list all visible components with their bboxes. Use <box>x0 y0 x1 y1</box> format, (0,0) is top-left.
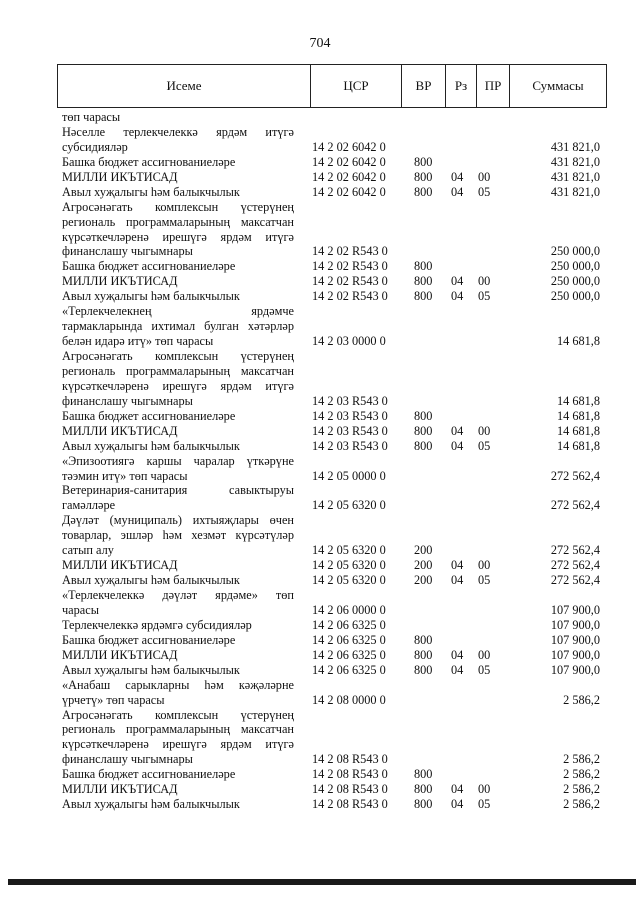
row-sum: 14 681,8 <box>556 438 600 453</box>
row-vr: 800 <box>414 408 433 423</box>
table-row <box>62 737 602 752</box>
row-pr: 05 <box>478 438 491 453</box>
table-row <box>62 767 602 782</box>
row-rz: 04 <box>451 647 464 662</box>
table-row <box>62 349 602 364</box>
table-row <box>62 364 602 379</box>
row-sum: 272 562,4 <box>550 573 600 588</box>
row-name: МИЛЛИ ИКЪТИСАД <box>62 558 178 573</box>
row-pr: 00 <box>478 423 491 438</box>
page-number: 704 <box>309 36 331 51</box>
row-vr: 800 <box>414 259 433 274</box>
row-name: Нәселле терлекчелеккә ярдәм итүгә <box>62 124 294 139</box>
row-name: Агросәнәгать комплексын үстерүнең <box>62 349 294 363</box>
row-vr: 200 <box>414 558 433 573</box>
row-csr: 14 2 08 0000 0 <box>312 692 386 707</box>
row-pr: 05 <box>478 289 491 304</box>
row-sum: 272 562,4 <box>550 558 600 573</box>
row-name: МИЛЛИ ИКЪТИСАД <box>62 647 178 662</box>
row-csr: 14 2 06 6325 0 <box>312 647 386 662</box>
row-name: Авыл хуҗалыгы һәм балыкчылык <box>62 438 240 453</box>
row-csr: 14 2 05 0000 0 <box>312 468 386 483</box>
row-sum: 107 900,0 <box>550 647 600 662</box>
row-csr: 14 2 05 6320 0 <box>312 558 386 573</box>
row-sum: 272 562,4 <box>550 468 600 483</box>
row-vr: 800 <box>414 289 433 304</box>
row-csr: 14 2 02 R543 0 <box>312 289 388 304</box>
row-name: күрсәткечләренә ирешүгә ярдәм итүгә <box>62 378 294 393</box>
row-name: региональ программаларының максатчан <box>62 363 294 378</box>
row-csr: 14 2 05 6320 0 <box>312 498 386 513</box>
row-name: Агросәнәгать комплексын үстерүнең <box>62 707 294 722</box>
row-pr: 00 <box>478 274 491 289</box>
row-vr: 200 <box>414 573 433 588</box>
row-csr: 14 2 02 6042 0 <box>312 139 386 154</box>
row-pr: 05 <box>478 662 491 677</box>
row-name: Башка бюджет ассигнованиеләре <box>62 767 236 782</box>
row-sum: 107 900,0 <box>550 617 600 632</box>
row-rz: 04 <box>451 782 464 797</box>
table-row <box>62 140 602 155</box>
table-row <box>62 409 602 424</box>
row-csr: 14 2 03 R543 0 <box>312 423 388 438</box>
table-row <box>62 439 602 454</box>
row-name: субсидияләр <box>62 139 128 154</box>
row-csr: 14 2 02 6042 0 <box>312 169 386 184</box>
table-row <box>62 663 602 678</box>
row-rz: 04 <box>451 423 464 438</box>
table-row <box>62 797 602 812</box>
row-rz: 04 <box>451 289 464 304</box>
row-vr: 800 <box>414 423 433 438</box>
row-csr: 14 2 02 6042 0 <box>312 154 386 169</box>
table-body <box>62 110 602 812</box>
row-csr: 14 2 03 R543 0 <box>312 408 388 423</box>
row-name: Ветеринария-санитария савыктыруы <box>62 483 294 498</box>
row-rz: 04 <box>451 184 464 199</box>
table-row <box>62 513 602 528</box>
row-csr: 14 2 08 R543 0 <box>312 767 388 782</box>
table-row <box>62 558 602 573</box>
row-csr: 14 2 08 R543 0 <box>312 752 388 767</box>
row-csr: 14 2 03 0000 0 <box>312 334 386 349</box>
row-sum: 14 681,8 <box>556 408 600 423</box>
table-row <box>62 483 602 498</box>
row-name: МИЛЛИ ИКЪТИСАД <box>62 782 178 797</box>
table-row <box>62 648 602 663</box>
row-rz: 04 <box>451 438 464 453</box>
row-sum: 14 681,8 <box>556 334 600 349</box>
table-row <box>62 200 602 215</box>
row-name: Авыл хуҗалыгы һәм балыкчылык <box>62 184 240 199</box>
row-name: Агросәнәгать комплексын үстерүнең <box>62 199 294 214</box>
row-pr: 00 <box>478 169 491 184</box>
row-sum: 250 000,0 <box>550 289 600 304</box>
row-vr: 800 <box>414 438 433 453</box>
table-row <box>62 573 602 588</box>
table-row <box>62 454 602 469</box>
row-name: гамәлләре <box>62 498 116 513</box>
row-name: региональ программаларының максатчан <box>62 722 294 737</box>
table-row <box>62 319 602 334</box>
bottom-rule <box>8 879 636 885</box>
header-name: Исеме <box>166 78 202 93</box>
row-name: сатып алу <box>62 543 114 558</box>
table-row <box>62 155 602 170</box>
row-sum: 431 821,0 <box>550 169 600 184</box>
row-name: Авыл хуҗалыгы һәм балыкчылык <box>62 289 240 304</box>
table-row <box>62 170 602 185</box>
row-name: Башка бюджет ассигнованиеләре <box>62 259 236 274</box>
row-name: Дәүләт (муниципаль) ихтыяҗлары өчен <box>62 513 294 528</box>
table-row <box>62 528 602 543</box>
header-pr: ПР <box>476 65 509 107</box>
row-sum: 2 586,2 <box>563 782 600 797</box>
row-name: МИЛЛИ ИКЪТИСАД <box>62 274 178 289</box>
row-name: Башка бюджет ассигнованиеләре <box>62 154 236 169</box>
row-rz: 04 <box>451 274 464 289</box>
row-sum: 107 900,0 <box>550 662 600 677</box>
table-row <box>62 498 602 513</box>
table-row <box>62 304 602 319</box>
row-vr: 800 <box>414 782 433 797</box>
row-sum: 431 821,0 <box>550 184 600 199</box>
table-row <box>62 244 602 259</box>
row-name: «Терлекчелекнең ярдәмче <box>62 304 294 319</box>
row-vr: 800 <box>414 767 433 782</box>
row-name: региональ программаларының максатчан <box>62 214 294 229</box>
row-sum: 2 586,2 <box>563 692 600 707</box>
row-sum: 431 821,0 <box>550 154 600 169</box>
row-name: Авыл хуҗалыгы һәм балыкчылык <box>62 797 240 812</box>
row-pr: 05 <box>478 184 491 199</box>
row-sum: 272 562,4 <box>550 543 600 558</box>
row-name: тармакларында ихтимал булган хәтәрләр <box>62 319 294 334</box>
row-rz: 04 <box>451 573 464 588</box>
row-csr: 14 2 06 0000 0 <box>312 602 386 617</box>
header-csr: ЦСР <box>310 65 401 107</box>
table-row <box>62 678 602 693</box>
row-csr: 14 2 02 6042 0 <box>312 184 386 199</box>
row-name: финанслашу чыгымнары <box>62 244 193 259</box>
row-vr: 800 <box>414 662 433 677</box>
row-csr: 14 2 06 6325 0 <box>312 632 386 647</box>
table-row <box>62 394 602 409</box>
row-name: Башка бюджет ассигнованиеләре <box>62 408 236 423</box>
row-sum: 272 562,4 <box>550 498 600 513</box>
row-sum: 2 586,2 <box>563 767 600 782</box>
row-sum: 431 821,0 <box>550 139 600 154</box>
row-name: Авыл хуҗалыгы һәм балыкчылык <box>62 662 240 677</box>
table-row <box>62 469 602 484</box>
row-name: белән идарә итү» төп чарасы <box>62 334 214 349</box>
row-csr: 14 2 03 R543 0 <box>312 393 388 408</box>
table-row <box>62 215 602 230</box>
table-row <box>62 185 602 200</box>
row-name: күрсәткечләренә ирешүгә ярдәм итүгә <box>62 229 294 244</box>
row-csr: 14 2 02 R543 0 <box>312 244 388 259</box>
row-pr: 00 <box>478 647 491 662</box>
row-pr: 05 <box>478 573 491 588</box>
row-csr: 14 2 08 R543 0 <box>312 782 388 797</box>
row-rz: 04 <box>451 662 464 677</box>
row-rz: 04 <box>451 797 464 812</box>
row-pr: 00 <box>478 782 491 797</box>
row-sum: 250 000,0 <box>550 259 600 274</box>
row-name: Терлекчелеккә ярдәмгә субсидияләр <box>62 617 252 632</box>
row-name: финанслашу чыгымнары <box>62 752 193 767</box>
row-csr: 14 2 05 6320 0 <box>312 543 386 558</box>
row-name: товарлар, эшләр һәм хезмәт күрсәтүләр <box>62 528 294 543</box>
row-csr: 14 2 06 6325 0 <box>312 617 386 632</box>
table-row <box>62 633 602 648</box>
table-row <box>62 259 602 274</box>
row-name: «Терлекчелеккә дәүләт ярдәме» төп <box>62 588 294 602</box>
row-csr: 14 2 05 6320 0 <box>312 573 386 588</box>
row-csr: 14 2 02 R543 0 <box>312 274 388 289</box>
row-sum: 107 900,0 <box>550 632 600 647</box>
row-pr: 05 <box>478 797 491 812</box>
table-row <box>62 603 602 618</box>
row-csr: 14 2 02 R543 0 <box>312 259 388 274</box>
row-sum: 107 900,0 <box>550 602 600 617</box>
row-sum: 14 681,8 <box>556 423 600 438</box>
table-row <box>62 782 602 797</box>
row-rz: 04 <box>451 169 464 184</box>
row-vr: 800 <box>414 274 433 289</box>
row-sum: 2 586,2 <box>563 752 600 767</box>
table-header <box>57 64 607 108</box>
row-name: «Эпизоотиягә каршы чаралар үткәрүне <box>62 453 294 468</box>
row-csr: 14 2 03 R543 0 <box>312 438 388 453</box>
row-sum: 250 000,0 <box>550 274 600 289</box>
row-name: Башка бюджет ассигнованиеләре <box>62 632 236 647</box>
row-vr: 200 <box>414 543 433 558</box>
row-name: финанслашу чыгымнары <box>62 393 193 408</box>
row-vr: 800 <box>414 647 433 662</box>
row-name: үрчетү» төп чарасы <box>62 692 165 707</box>
row-vr: 800 <box>414 797 433 812</box>
header-sum: Суммасы <box>509 65 606 107</box>
row-csr: 14 2 08 R543 0 <box>312 797 388 812</box>
table-row <box>62 708 602 723</box>
row-sum: 2 586,2 <box>563 797 600 812</box>
row-name: МИЛЛИ ИКЪТИСАД <box>62 169 178 184</box>
table-row <box>62 424 602 439</box>
table-row <box>62 289 602 304</box>
table-row <box>62 543 602 558</box>
table-row <box>62 274 602 289</box>
table-row <box>62 618 602 633</box>
table-row <box>62 110 602 125</box>
table-row <box>62 125 602 140</box>
row-name: МИЛЛИ ИКЪТИСАД <box>62 423 178 438</box>
row-vr: 800 <box>414 632 433 647</box>
table-row <box>62 334 602 349</box>
table-row <box>62 752 602 767</box>
row-name: төп чарасы <box>62 110 121 124</box>
table-row <box>62 230 602 245</box>
row-sum: 250 000,0 <box>550 244 600 259</box>
row-vr: 800 <box>414 154 433 169</box>
header-rz: Рз <box>445 65 476 107</box>
row-sum: 14 681,8 <box>556 393 600 408</box>
row-name: «Анабаш сарыкларны һәм кәҗәләрне <box>62 677 294 692</box>
row-pr: 00 <box>478 558 491 573</box>
row-vr: 800 <box>414 184 433 199</box>
row-rz: 04 <box>451 558 464 573</box>
row-name: Авыл хуҗалыгы һәм балыкчылык <box>62 573 240 588</box>
row-csr: 14 2 06 6325 0 <box>312 662 386 677</box>
row-name: тәэмин итү» төп чарасы <box>62 468 188 483</box>
row-vr: 800 <box>414 169 433 184</box>
row-name: чарасы <box>62 602 99 617</box>
table-row <box>62 379 602 394</box>
table-row <box>62 588 602 603</box>
table-row <box>62 722 602 737</box>
table-row <box>62 693 602 708</box>
row-name: күрсәткечләренә ирешүгә ярдәм итүгә <box>62 737 294 752</box>
header-vr: ВР <box>401 65 445 107</box>
